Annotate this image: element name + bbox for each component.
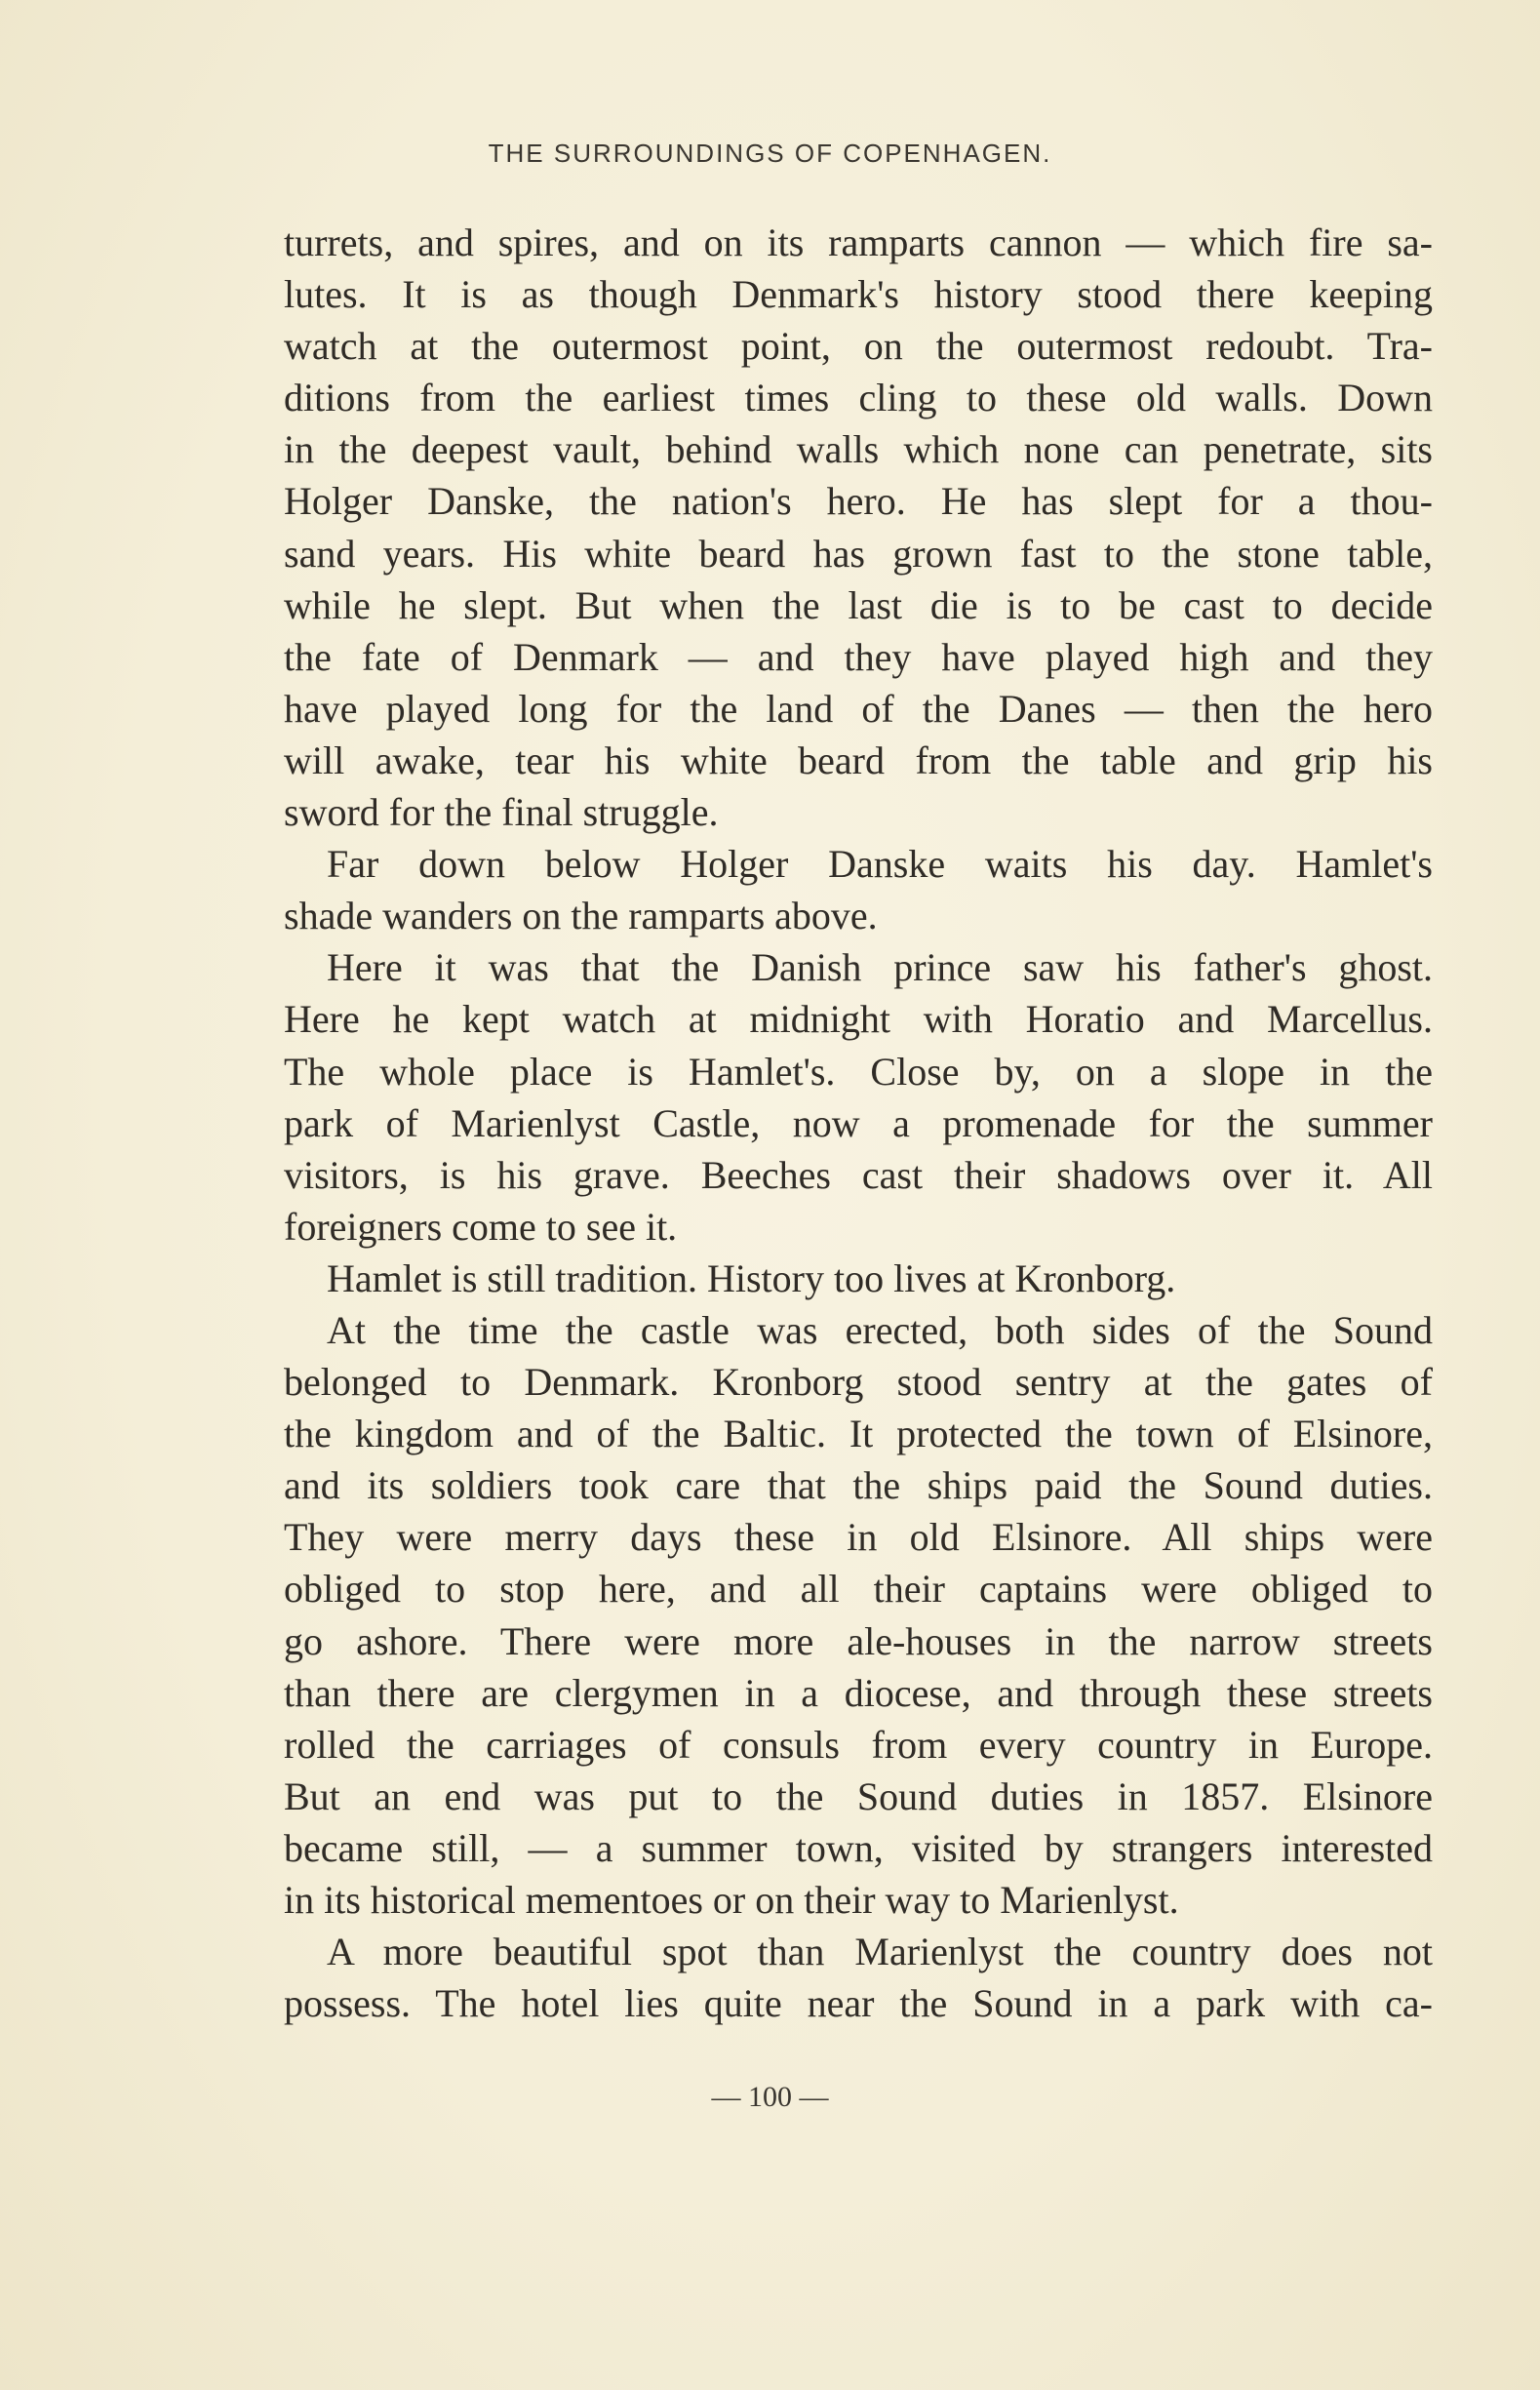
text-line: sword for the final struggle. [284, 790, 719, 835]
text-line: in the deepest vault, behind walls which none can penetrate, sits [284, 427, 1433, 472]
text-line: rolled the carriages of consuls from every country in Europe. [284, 1722, 1433, 1767]
paragraph-elsinore [284, 1304, 1433, 1926]
body-text [284, 217, 1433, 2029]
text-line: Holger Danske, the nation's hero. He has slept for a thou- [284, 479, 1433, 524]
paragraph-marienlyst [284, 1926, 1433, 2029]
text-line: sand years. His white beard has grown fast to the stone table, [284, 531, 1433, 576]
text-line: A more beautiful spot than Marienlyst the country does not [327, 1930, 1433, 1974]
paragraph-hamlet-shade [284, 838, 1433, 941]
text-line: At the time the castle was erected, both sides of the Sound [327, 1307, 1433, 1352]
text-line: possess. The hotel lies quite near the Sound in a park with ca- [284, 1981, 1433, 2026]
text-line: ditions from the earliest times cling to these old walls. Down [284, 376, 1433, 420]
text-line: The whole place is Hamlet's. Close by, on a slope in the [284, 1049, 1433, 1094]
text-line: will awake, tear his white beard from the table and grip his [284, 737, 1433, 782]
text-line: foreigners come to see it. [284, 1204, 678, 1249]
text-line: while he slept. But when the last die is to be cast to decide [284, 582, 1433, 627]
text-line: turrets, and spires, and on its ramparts cannon — which fire sa- [284, 220, 1433, 264]
text-line: belonged to Denmark. Kronborg stood sentry at the gates of [284, 1360, 1433, 1405]
text-line: in its historical mementoes or on their way to Marienlyst. [284, 1878, 1179, 1922]
text-line: Far down below Holger Danske waits his day. Hamlet's [327, 842, 1433, 887]
text-line: watch at the outermost point, on the outermost redoubt. Tra- [284, 324, 1433, 369]
text-line: park of Marienlyst Castle, now a promenade for the summer [284, 1100, 1433, 1145]
text-line: But an end was put to the Sound duties in 1857. Elsinore [284, 1773, 1433, 1818]
text-line: the fate of Denmark — and they have played high and they [284, 634, 1433, 679]
text-line: have played long for the land of the Danes — then the hero [284, 686, 1433, 731]
text-line: shade wanders on the ramparts above. [284, 894, 878, 938]
text-line: obliged to stop here, and all their captains were obliged to [284, 1567, 1433, 1612]
text-line: Hamlet is still tradition. History too lives at Kronborg. [327, 1255, 1176, 1300]
text-line: became still, — a summer town, visited by strangers interested [284, 1825, 1433, 1870]
text-line: and its soldiers took care that the ships paid the Sound duties. [284, 1463, 1433, 1508]
text-line: Here he kept watch at midnight with Horatio and Marcellus. [284, 997, 1433, 1042]
paragraph-hamlet-grave [284, 941, 1433, 1253]
text-line: They were merry days these in old Elsinore. All ships were [284, 1515, 1433, 1560]
page-number: — 100 — [711, 2081, 829, 2113]
running-head: THE SURROUNDINGS OF COPENHAGEN. [488, 139, 1052, 168]
text-line: go ashore. There were more ale-houses in the narrow streets [284, 1618, 1433, 1663]
text-line: than there are clergymen in a diocese, and through these streets [284, 1670, 1433, 1715]
text-line: the kingdom and of the Baltic. It protected the town of Elsinore, [284, 1412, 1433, 1456]
paragraph-holger-danske [284, 217, 1433, 838]
text-line: lutes. It is as though Denmark's history stood there keeping [284, 272, 1433, 317]
text-line: visitors, is his grave. Beeches cast their shadows over it. All [284, 1152, 1433, 1197]
text-line: Here it was that the Danish prince saw his father's ghost. [327, 945, 1433, 990]
paragraph-history-kronborg [284, 1253, 1433, 1304]
